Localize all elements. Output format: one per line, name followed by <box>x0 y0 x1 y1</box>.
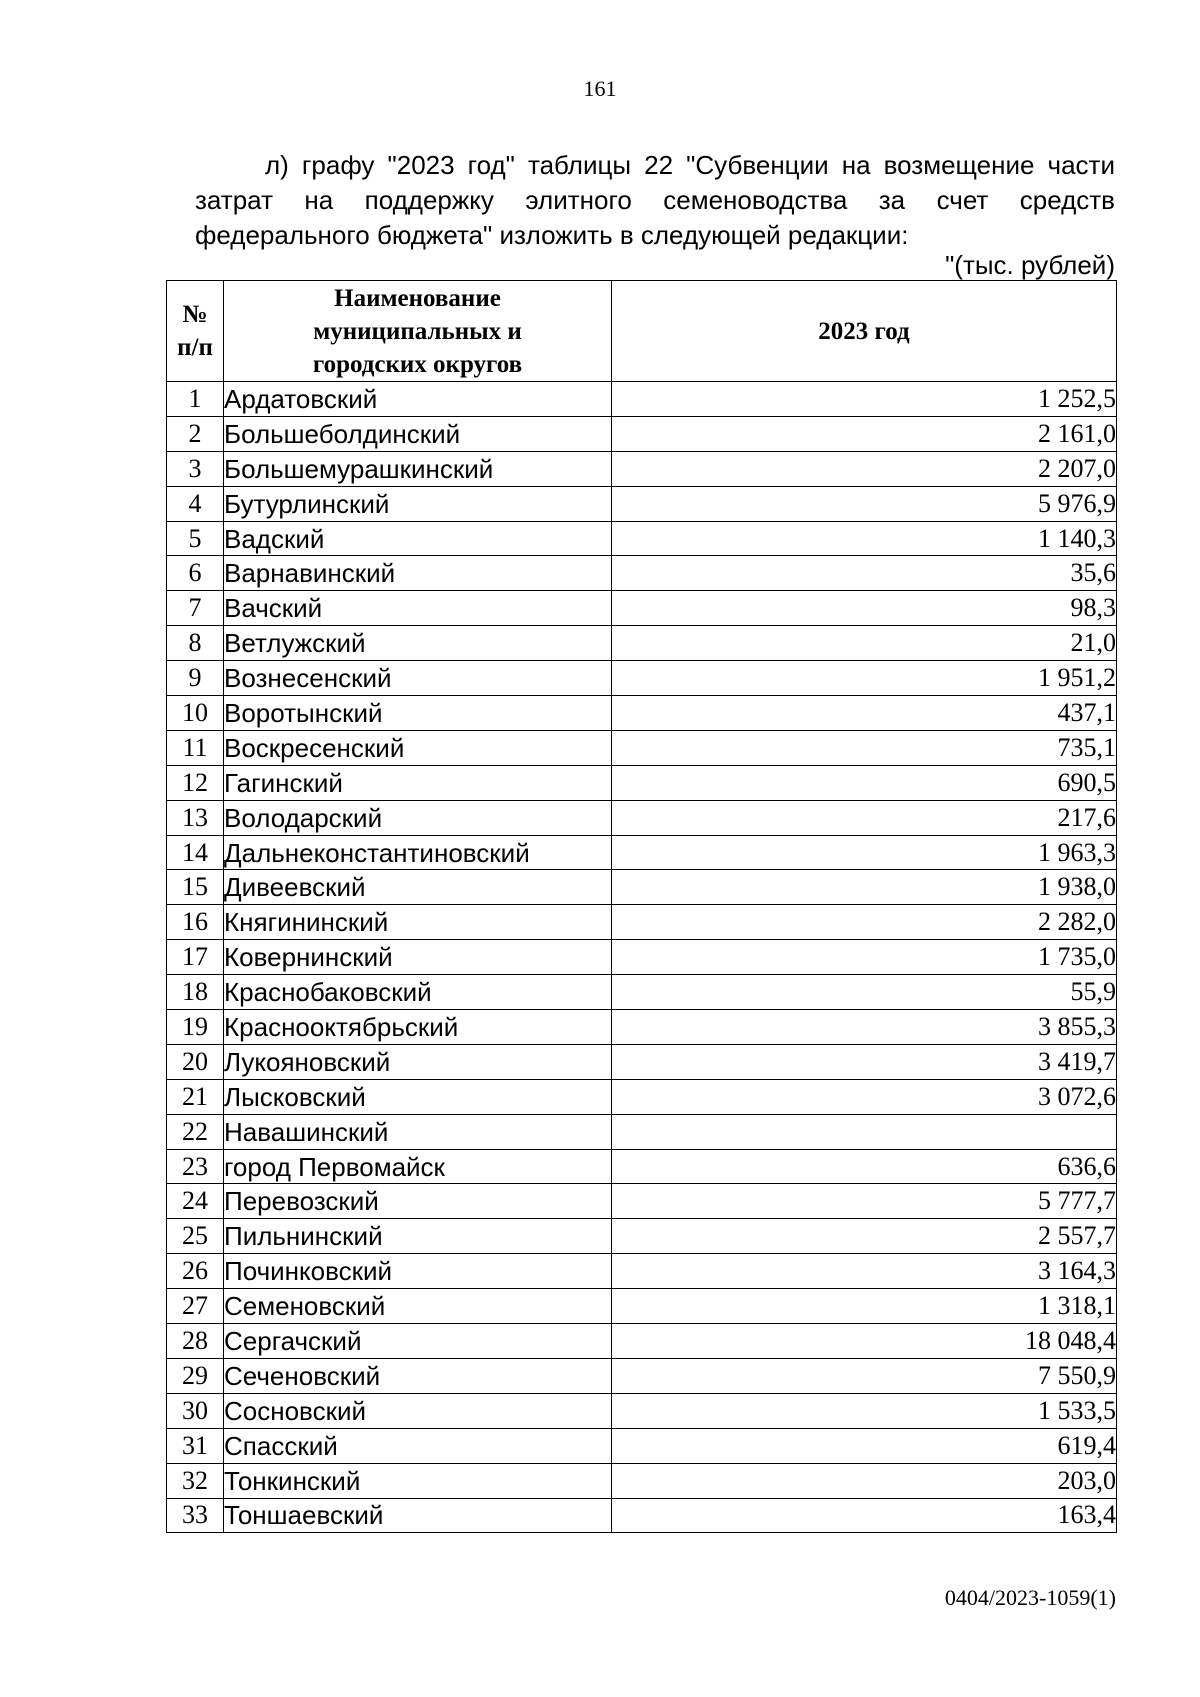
district-name-cell: Краснооктябрьский <box>224 1010 612 1045</box>
table-row <box>167 1498 1117 1533</box>
district-name-cell: Воротынский <box>224 696 612 731</box>
district-name-cell: Дальнеконстантиновский <box>224 835 612 870</box>
header-num-label: № п/п <box>177 301 213 361</box>
row-number-cell: 27 <box>167 1289 224 1324</box>
district-name-cell: Княгининский <box>224 905 612 940</box>
amount-cell: 5 976,9 <box>612 486 1117 521</box>
row-number-cell: 1 <box>167 382 224 417</box>
amount-cell: 1 735,0 <box>612 940 1117 975</box>
district-name-cell: Варнавинский <box>224 556 612 591</box>
district-name-cell: Вадский <box>224 521 612 556</box>
amount-cell: 163,4 <box>612 1498 1117 1533</box>
district-name-cell: Ковернинский <box>224 940 612 975</box>
amount-cell: 55,9 <box>612 975 1117 1010</box>
table-row <box>167 870 1117 905</box>
page-number: 161 <box>583 76 617 101</box>
header-name <box>224 281 612 382</box>
amount-cell: 98,3 <box>612 591 1117 626</box>
table-row <box>167 1289 1117 1324</box>
table-row <box>167 486 1117 521</box>
district-name-cell: Володарский <box>224 800 612 835</box>
table-row <box>167 1428 1117 1463</box>
district-name-cell: Гагинский <box>224 765 612 800</box>
table-header-row <box>167 281 1117 382</box>
row-number-cell: 20 <box>167 1044 224 1079</box>
amount-cell: 619,4 <box>612 1428 1117 1463</box>
table-row <box>167 416 1117 451</box>
table-row <box>167 451 1117 486</box>
row-number-cell: 23 <box>167 1149 224 1184</box>
row-number-cell: 28 <box>167 1324 224 1359</box>
amount-cell: 18 048,4 <box>612 1324 1117 1359</box>
district-name-cell: Починковский <box>224 1254 612 1289</box>
amount-cell: 3 164,3 <box>612 1254 1117 1289</box>
district-name-cell: Дивеевский <box>224 870 612 905</box>
table-row <box>167 556 1117 591</box>
row-number-cell: 18 <box>167 975 224 1010</box>
row-number-cell: 11 <box>167 730 224 765</box>
document-code: 0404/2023-1059(1) <box>944 1585 1116 1610</box>
district-name-cell: Пильнинский <box>224 1219 612 1254</box>
units-label: "(тыс. рублей) <box>945 250 1115 280</box>
table-row <box>167 626 1117 661</box>
amount-cell: 3 419,7 <box>612 1044 1117 1079</box>
row-number-cell: 8 <box>167 626 224 661</box>
subvention-table <box>166 280 1117 1533</box>
amount-cell: 3 072,6 <box>612 1079 1117 1114</box>
amount-cell: 5 777,7 <box>612 1184 1117 1219</box>
amount-cell: 437,1 <box>612 696 1117 731</box>
amount-cell: 203,0 <box>612 1463 1117 1498</box>
table-row <box>167 1254 1117 1289</box>
amount-cell: 7 550,9 <box>612 1358 1117 1393</box>
row-number-cell: 31 <box>167 1428 224 1463</box>
amount-cell: 1 140,3 <box>612 521 1117 556</box>
district-name-cell: Тонкинский <box>224 1463 612 1498</box>
row-number-cell: 15 <box>167 870 224 905</box>
district-name-cell: Тоншаевский <box>224 1498 612 1533</box>
header-num <box>167 281 224 382</box>
row-number-cell: 22 <box>167 1114 224 1149</box>
district-name-cell: Навашинский <box>224 1114 612 1149</box>
amount-cell: 217,6 <box>612 800 1117 835</box>
amount-cell: 2 207,0 <box>612 451 1117 486</box>
district-name-cell: Краснобаковский <box>224 975 612 1010</box>
table-row <box>167 835 1117 870</box>
row-number-cell: 10 <box>167 696 224 731</box>
table-row <box>167 1010 1117 1045</box>
table-body <box>167 382 1117 1533</box>
amount-cell: 2 161,0 <box>612 416 1117 451</box>
row-number-cell: 4 <box>167 486 224 521</box>
row-number-cell: 17 <box>167 940 224 975</box>
row-number-cell: 26 <box>167 1254 224 1289</box>
row-number-cell: 21 <box>167 1079 224 1114</box>
header-year: 2023 год <box>612 281 1117 382</box>
row-number-cell: 9 <box>167 661 224 696</box>
amount-cell: 2 282,0 <box>612 905 1117 940</box>
intro-paragraph: л) графу "2023 год" таблицы 22 "Субвенции на возмещение части затрат на поддержку элитного семеноводства за счет средств федерального бюджета" изложить в следующей редакции: <box>195 150 1115 250</box>
amount-cell: 690,5 <box>612 765 1117 800</box>
district-name-cell: Сеченовский <box>224 1358 612 1393</box>
row-number-cell: 30 <box>167 1393 224 1428</box>
table-row <box>167 1463 1117 1498</box>
table-row <box>167 696 1117 731</box>
row-number-cell: 19 <box>167 1010 224 1045</box>
table-row <box>167 975 1117 1010</box>
row-number-cell: 24 <box>167 1184 224 1219</box>
row-number-cell: 16 <box>167 905 224 940</box>
table-row <box>167 1114 1117 1149</box>
table-row <box>167 1219 1117 1254</box>
table-row <box>167 661 1117 696</box>
table-row <box>167 800 1117 835</box>
table-row <box>167 765 1117 800</box>
district-name-cell: Лысковский <box>224 1079 612 1114</box>
district-name-cell: Сергачский <box>224 1324 612 1359</box>
table-row <box>167 521 1117 556</box>
district-name-cell: Вачский <box>224 591 612 626</box>
district-name-cell: Лукояновский <box>224 1044 612 1079</box>
table-row <box>167 1079 1117 1114</box>
amount-cell: 2 557,7 <box>612 1219 1117 1254</box>
district-name-cell: Бутурлинский <box>224 486 612 521</box>
district-name-cell: город Первомайск <box>224 1149 612 1184</box>
amount-cell: 3 855,3 <box>612 1010 1117 1045</box>
amount-cell: 35,6 <box>612 556 1117 591</box>
row-number-cell: 25 <box>167 1219 224 1254</box>
district-name-cell: Большемурашкинский <box>224 451 612 486</box>
row-number-cell: 5 <box>167 521 224 556</box>
table-row <box>167 382 1117 417</box>
amount-cell: 1 963,3 <box>612 835 1117 870</box>
district-name-cell: Ветлужский <box>224 626 612 661</box>
amount-cell: 1 252,5 <box>612 382 1117 417</box>
district-name-cell: Семеновский <box>224 1289 612 1324</box>
table-row <box>167 905 1117 940</box>
amount-cell: 1 938,0 <box>612 870 1117 905</box>
row-number-cell: 3 <box>167 451 224 486</box>
table-row <box>167 1358 1117 1393</box>
amount-cell: 636,6 <box>612 1149 1117 1184</box>
amount-cell: 1 951,2 <box>612 661 1117 696</box>
district-name-cell: Перевозский <box>224 1184 612 1219</box>
header-name-label: Наименование муниципальных и городских округов <box>312 284 523 378</box>
row-number-cell: 12 <box>167 765 224 800</box>
row-number-cell: 2 <box>167 416 224 451</box>
row-number-cell: 14 <box>167 835 224 870</box>
amount-cell: 21,0 <box>612 626 1117 661</box>
district-name-cell: Вознесенский <box>224 661 612 696</box>
table-row <box>167 1149 1117 1184</box>
row-number-cell: 7 <box>167 591 224 626</box>
district-name-cell: Ардатовский <box>224 382 612 417</box>
table-row <box>167 730 1117 765</box>
amount-cell: 1 318,1 <box>612 1289 1117 1324</box>
district-name-cell: Большеболдинский <box>224 416 612 451</box>
district-name-cell: Воскресенский <box>224 730 612 765</box>
table-row <box>167 1324 1117 1359</box>
row-number-cell: 29 <box>167 1358 224 1393</box>
table-row <box>167 1393 1117 1428</box>
row-number-cell: 6 <box>167 556 224 591</box>
row-number-cell: 13 <box>167 800 224 835</box>
table-row <box>167 1044 1117 1079</box>
row-number-cell: 32 <box>167 1463 224 1498</box>
table-row <box>167 1184 1117 1219</box>
amount-cell: 735,1 <box>612 730 1117 765</box>
table-row <box>167 591 1117 626</box>
amount-cell <box>612 1114 1117 1149</box>
amount-cell: 1 533,5 <box>612 1393 1117 1428</box>
row-number-cell: 33 <box>167 1498 224 1533</box>
district-name-cell: Сосновский <box>224 1393 612 1428</box>
district-name-cell: Спасский <box>224 1428 612 1463</box>
table-row <box>167 940 1117 975</box>
